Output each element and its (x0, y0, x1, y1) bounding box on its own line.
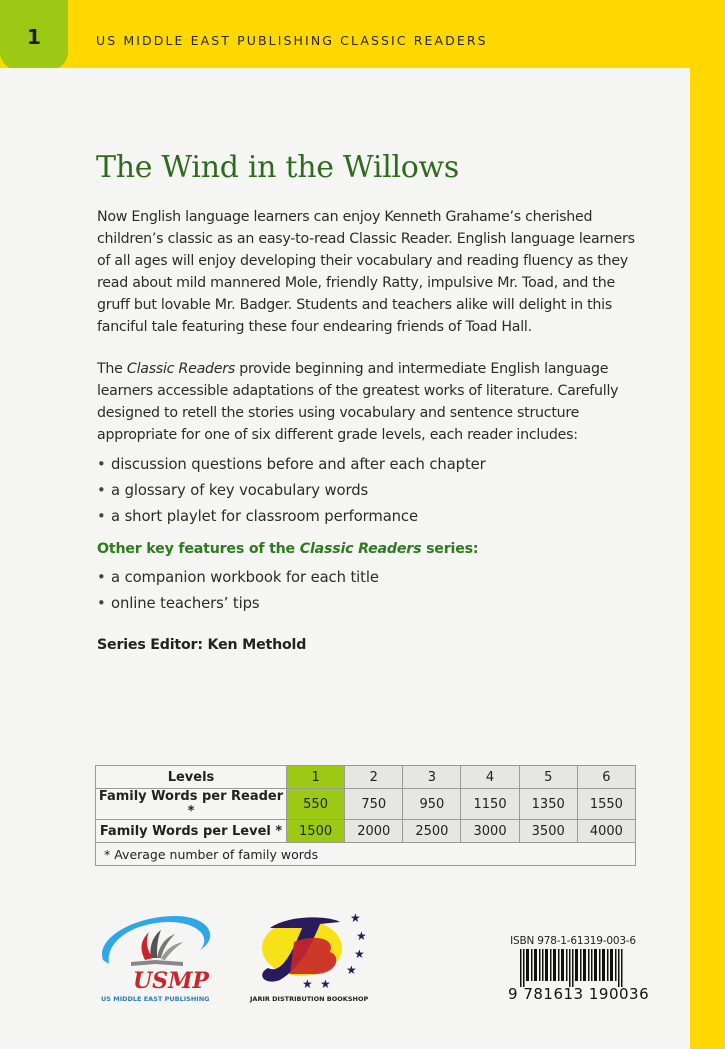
table-cell: 4 (461, 766, 519, 789)
table-row (96, 820, 636, 843)
list-item-text: a short playlet for classroom performance (111, 508, 418, 525)
table-cell: 5 (519, 766, 577, 789)
usmp-logo-icon (95, 908, 220, 993)
text-segment: provide beginning and intermediate English language learners accessible adaptations of the greatest works of literature. Carefully designed to retell the stories using vocabulary and sentence structure appropriate for one of six different grade levels, each reader includes: (97, 361, 619, 443)
row-header: Family Words per Level * (96, 820, 287, 843)
list-item (97, 452, 617, 478)
includes-list (97, 452, 617, 530)
svg-text:★: ★ (356, 929, 367, 943)
list-item (97, 565, 617, 591)
row-header: Levels (96, 766, 287, 789)
list-item-text: a glossary of key vocabulary words (111, 482, 369, 499)
table-cell: 550 (287, 789, 345, 820)
isbn-digit-group: 190036 (588, 985, 650, 1003)
list-item-text: online teachers’ tips (111, 595, 260, 612)
level-number: 1 (27, 25, 41, 49)
features-heading (97, 541, 478, 557)
barcode-icon (508, 949, 638, 987)
jarir-caption: JARIR DISTRIBUTION BOOKSHOP (250, 995, 369, 1003)
level-tab (0, 0, 68, 70)
bullet-icon: • (97, 595, 106, 612)
table-cell: 1 (287, 766, 345, 789)
isbn-label: ISBN 978-1-61319-003-6 (510, 935, 636, 947)
series-name-italic: Classic Readers (126, 361, 235, 377)
table-row (96, 789, 636, 820)
series-editor: Series Editor: Ken Methold (97, 637, 307, 653)
table-cell: 3 (403, 766, 461, 789)
series-description (97, 358, 637, 446)
svg-text:★: ★ (350, 911, 361, 925)
table-cell: 750 (345, 789, 403, 820)
table-cell: 1150 (461, 789, 519, 820)
isbn-digit-prefix: 9 (508, 985, 519, 1003)
svg-text:★: ★ (320, 977, 331, 991)
jarir-logo-icon (250, 908, 370, 993)
features-list (97, 565, 617, 617)
text-segment: series: (421, 541, 479, 557)
table-row (96, 843, 636, 866)
usmp-caption: US MIDDLE EAST PUBLISHING (101, 995, 210, 1003)
svg-text:★: ★ (346, 963, 357, 977)
list-item (97, 478, 617, 504)
usmp-logo (95, 908, 220, 1003)
table-cell: 2000 (345, 820, 403, 843)
table-footnote: * Average number of family words (96, 843, 636, 866)
list-item-text: a companion workbook for each title (111, 569, 379, 586)
bullet-icon: • (97, 482, 106, 499)
isbn-block (508, 935, 650, 1003)
series-name-italic: Classic Readers (299, 541, 422, 557)
table-cell: 3000 (461, 820, 519, 843)
table-cell: 2500 (403, 820, 461, 843)
table-cell: 2 (345, 766, 403, 789)
jarir-logo (250, 908, 370, 1003)
bullet-icon: • (97, 508, 106, 525)
table-cell: 950 (403, 789, 461, 820)
text-segment: Other key features of the (97, 541, 300, 557)
row-header: Family Words per Reader * (96, 789, 287, 820)
table-cell: 1550 (577, 789, 635, 820)
svg-text:★: ★ (302, 977, 313, 991)
table-cell: 1500 (287, 820, 345, 843)
list-item-text: discussion questions before and after each chapter (111, 456, 486, 473)
bullet-icon: • (97, 569, 106, 586)
intro-paragraph: Now English language learners can enjoy Kenneth Grahame’s cherished children’s classic as an easy-to-read Classic Reader. English language learners of all ages will enjoy developing their vocabulary and reading fluency as they read about mild mannered Mole, friendly Ratty, impulsive Mr. Toad, and the gruff but lovable Mr. Badger. Students and teachers alike will delight in this fanciful tale featuring these four endearing friends of Toad Hall. (97, 209, 635, 335)
table-cell: 4000 (577, 820, 635, 843)
table-cell: 1350 (519, 789, 577, 820)
series-name: US MIDDLE EAST PUBLISHING CLASSIC READERS (96, 33, 488, 48)
svg-text:USMP: USMP (133, 968, 209, 993)
table-row (96, 766, 636, 789)
svg-text:★: ★ (354, 947, 365, 961)
table-cell: 6 (577, 766, 635, 789)
list-item (97, 591, 617, 617)
levels-table (95, 765, 636, 866)
isbn-digit-group: 781613 (523, 985, 584, 1003)
text-segment: The (97, 361, 127, 377)
isbn-digits (508, 985, 650, 1003)
bullet-icon: • (97, 456, 106, 473)
book-title: The Wind in the Willows (96, 150, 460, 185)
list-item (97, 504, 617, 530)
table-cell: 3500 (519, 820, 577, 843)
